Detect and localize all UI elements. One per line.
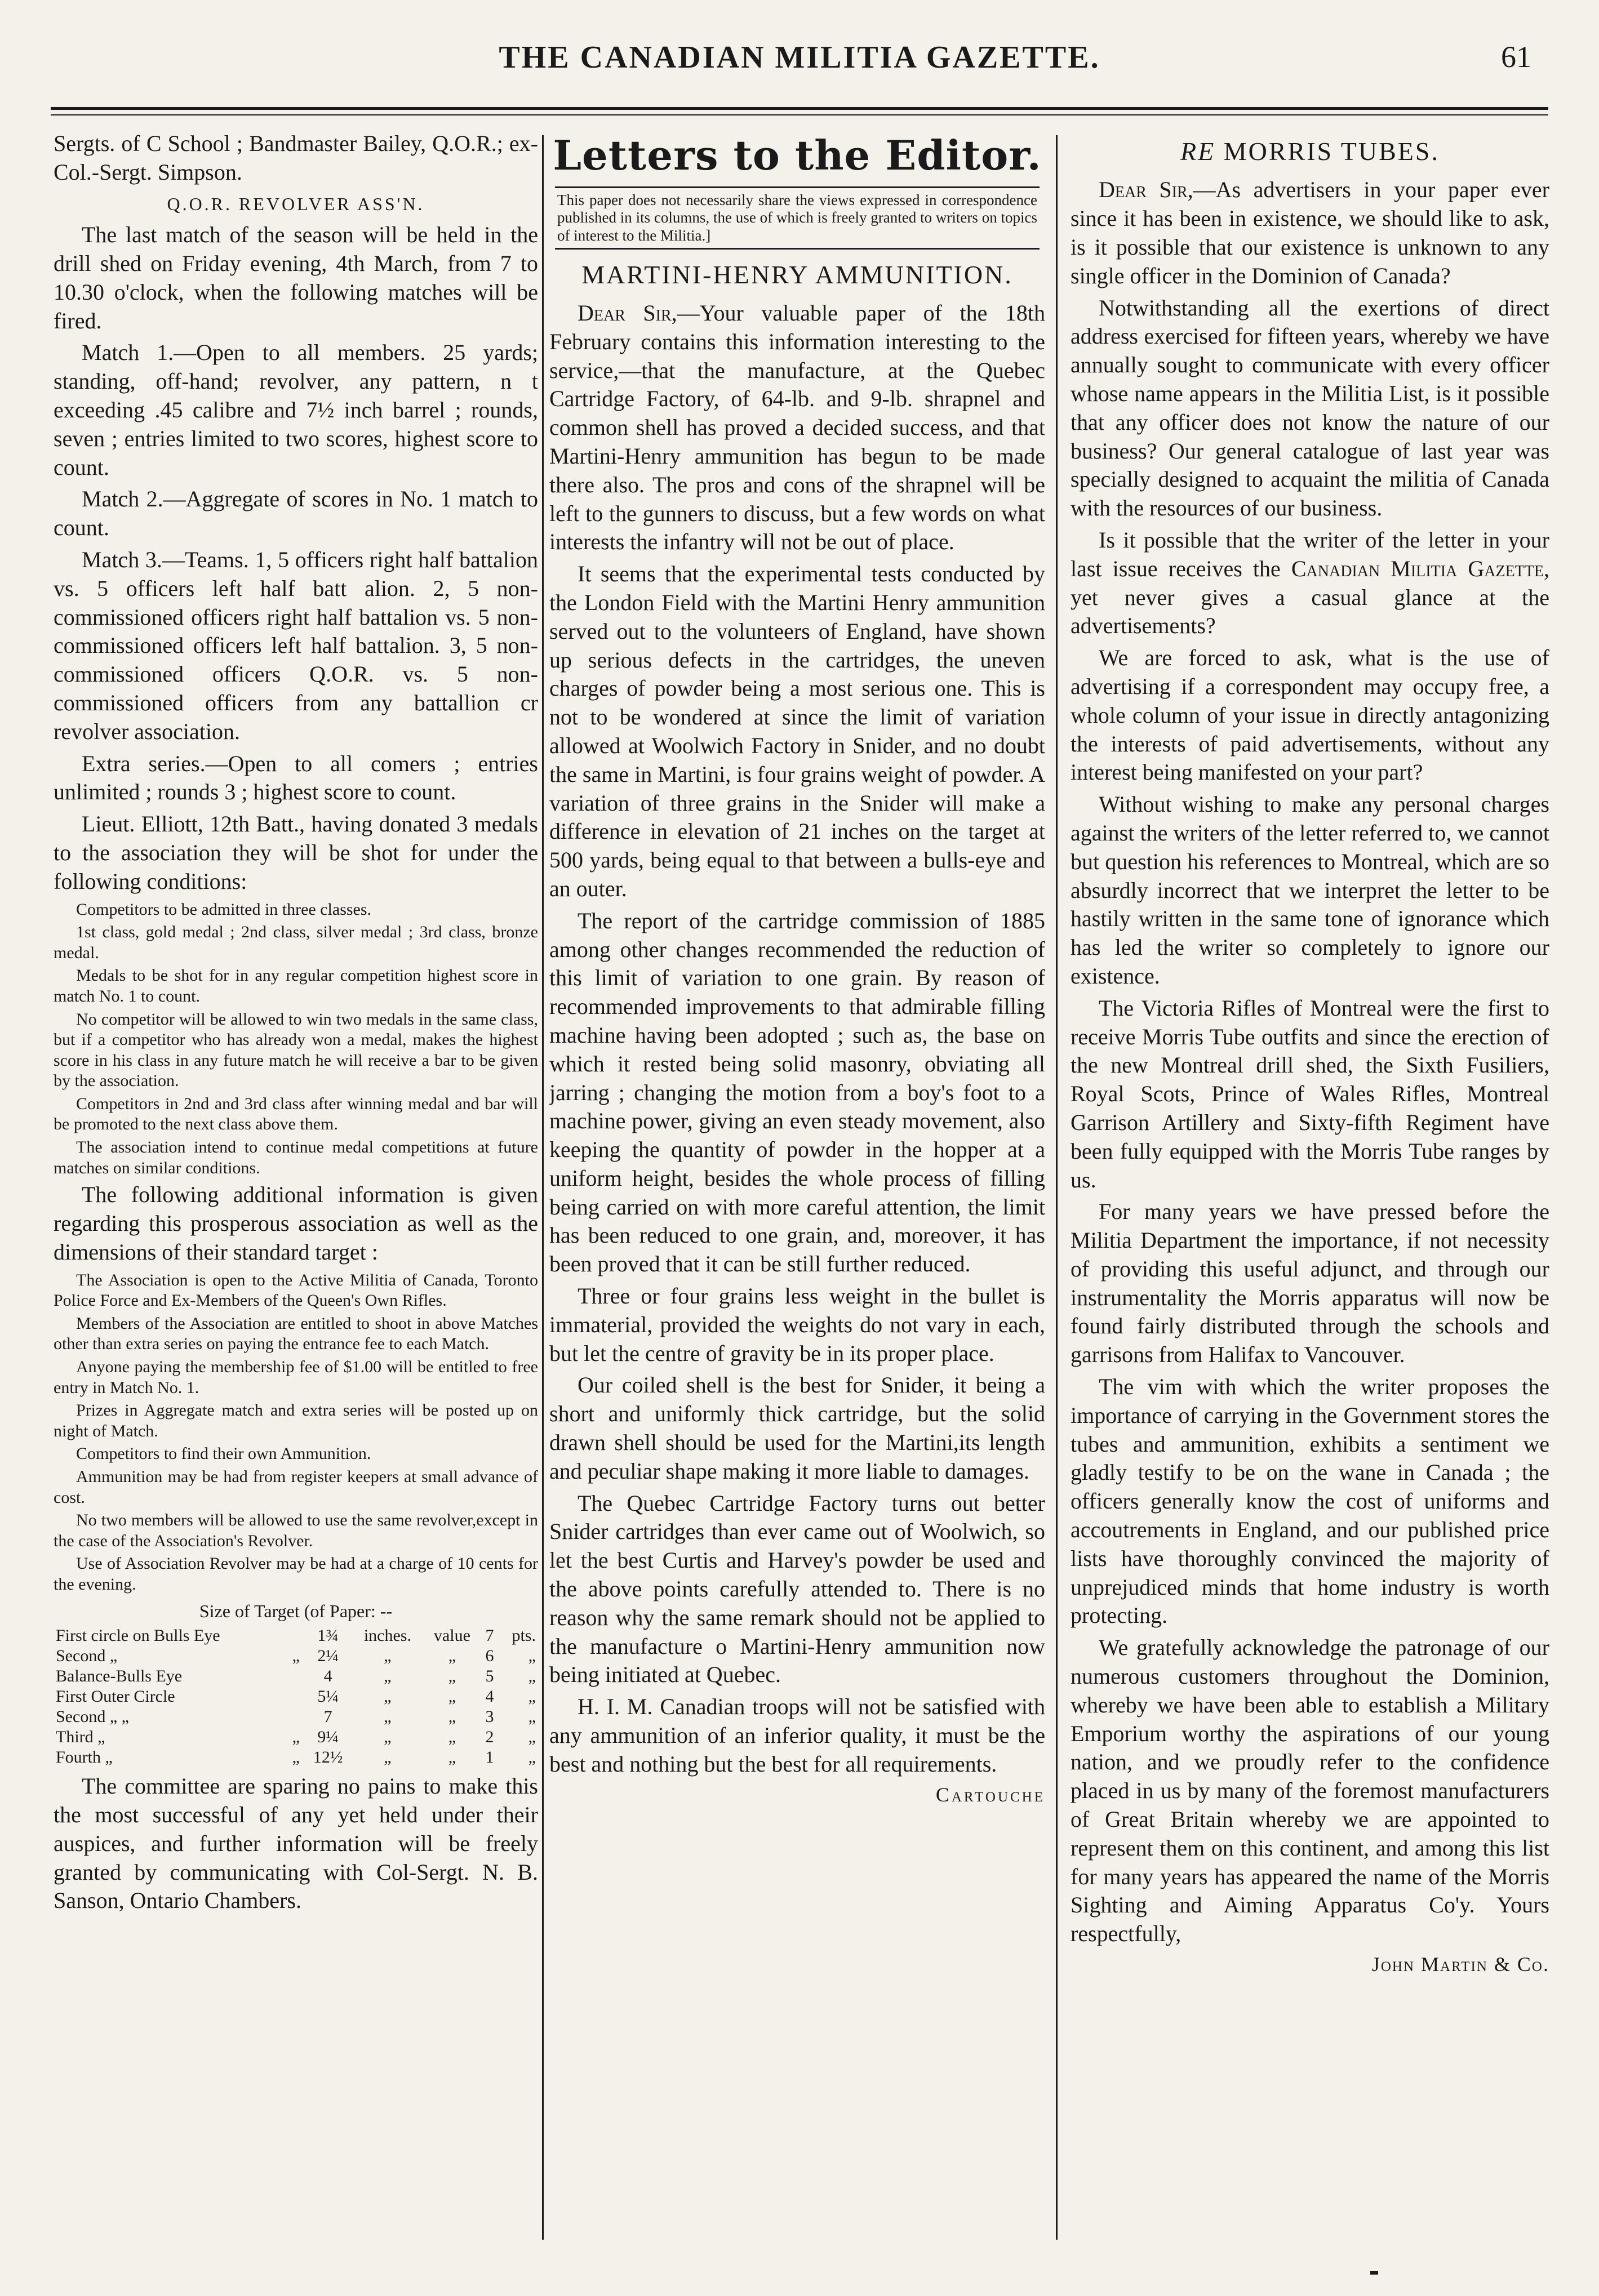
paragraph: The vim with which the writer proposes the importance of carrying in the Government stores the tubes and ammunition, exhibits a sentiment we gladly testify to be on the wane in Canada ; the officers generally know the cost of uniforms and accoutrements in England, and our published price lists have thoroughly convinced the majority of unprejudiced minds that home industry is worth protecting.: [1071, 1374, 1549, 1628]
target-row: [54, 1666, 538, 1687]
page-number: 61: [1501, 40, 1531, 74]
target-unit: „: [384, 1687, 392, 1706]
paragraph: The report of the cartridge commission of 1885 among other changes recommended the reduction of this limit of variation to one grain. By reason of recommended improvements to that admirable filling machine having been adopted ; such as, the base on which it rested being solid masonry, obviating all jarring ; changing the motion from a boy's foot to a machine power, giving an even steady movement, also keeping the quantity of powder in the hopper at a uniform height, besides the whole process of filling being carried on with more careful attention, the limit has been reduced to one grain, and, moreover, it has been proved that it can be still further reduced.: [549, 907, 1045, 1277]
paragraph: —As advertisers in your paper ever since it has been in existence, we should like to ask, is it possible that our existence is unknown to any single officer in the Dominion of Canada?: [1071, 177, 1549, 288]
condition-line: 1st class, gold medal ; 2nd class, silver medal ; 3rd class, bronze medal.: [54, 923, 538, 962]
target-size: 7: [323, 1707, 332, 1727]
paragraph: It seems that the experimental tests conducted by the London Field with the Martini Henry ammunition served out to the volunteers of England, have shown up serious defects in the cartridges, the uneven charges of powder being a most serious one. This is not to be wondered at since the limit of variation allowed at Woolwich Factory in Snider, and no doubt the same in Martini, is four grains weight of powder. A variation of three grains in the Snider will make a difference in elevation of 21 inches on the target at 500 yards, being equal to that between a bulls-eye and an outer.: [549, 561, 1045, 901]
paragraph: —Your valuable paper of the 18th February contains this information interesting to the service,—that the manufacture, at the Quebec Cartridge Factory, of 64-lb. and 9-lb. shrapnel and common shell has proved a decided success, and that Martini-Henry ammunition has begun to be made there also. The pros and cons of the shrapnel will be left to the gunners to discuss, but a few words on what interests the infantry will not be out of place.: [549, 300, 1045, 555]
rule-line: No two members will be allowed to use the same revolver,except in the case of the Association's Revolver.: [54, 1511, 538, 1550]
publication-name: Canadian Militia Gazette: [1291, 555, 1544, 581]
target-ditto: „: [292, 1647, 300, 1666]
heading-rest: MORRIS TUBES.: [1215, 137, 1440, 166]
target-value-label: „: [448, 1748, 456, 1767]
paragraph: Lieut. Elliott, 12th Batt., having donated 3 medals to the association they will be shot for under the following conditions:: [54, 811, 538, 894]
target-circle-name: Second „ „: [56, 1707, 129, 1727]
target-unit: inches.: [363, 1626, 411, 1645]
medal-conditions: [54, 900, 538, 1179]
target-value-label: „: [448, 1667, 456, 1686]
salutation: Dear Sir,: [1099, 177, 1193, 203]
rule-line: Members of the Association are entitled to shoot in above Matches other than extra series on paying the entrance fee to each Match.: [54, 1314, 538, 1354]
target-points: 3: [485, 1707, 494, 1727]
target-unit: „: [384, 1707, 392, 1727]
heading-prefix: RE: [1180, 137, 1216, 166]
signature-cartouche: Cartouche: [935, 1783, 1045, 1806]
target-points: 2: [485, 1728, 494, 1747]
condition-line: No competitor will be allowed to win two medals in the same class, but if a competitor who has already won a medal, makes the highest score in his class in any future match he will receive a bar to be given by the association.: [54, 1009, 538, 1091]
condition-line: Medals to be shot for in any regular competition highest score in match No. 1 to count.: [54, 966, 538, 1005]
paragraph: The Victoria Rifles of Montreal were the first to receive Morris Tube outfits and since the erection of the new Montreal drill shed, the Sixth Fusiliers, Royal Scots, Prince of Wales Rifles, Montreal Garrison Artillery and Sixty-fifth Regiment have been fully equipped with the Morris Tube ranges by us.: [1071, 995, 1549, 1193]
target-row: [54, 1646, 538, 1666]
paragraph: For many years we have pressed before the Militia Department the importance, if not necessity of providing this useful adjunct, and through our instrumentality the Morris apparatus will now be found fairly distributed through the schools and garrisons from Halifax to Vancouver.: [1071, 1199, 1549, 1368]
target-size: 12½: [313, 1748, 343, 1767]
target-size: 1¾: [317, 1626, 339, 1645]
paragraph: Notwithstanding all the exertions of direct address exercised for fifteen years, whereby we have annually sought to communicate with every officer whose name appears in the Militia List, is it possible that any officer does not know the nature of our business? Our general catalogue of last year was specially designed to acquaint the militia of Canada with the resources of our business.: [1071, 295, 1549, 521]
target-ditto: „: [292, 1748, 300, 1767]
paragraph: The following additional information is given regarding this prosperous association as well as the dimensions of their standard target :: [54, 1182, 538, 1265]
header-rule-thin: [51, 114, 1548, 115]
target-ditto: [288, 1626, 305, 1646]
revolver-association-heading: Q.O.R. REVOLVER ASS'N.: [167, 193, 425, 214]
signature-john-martin: John Martin & Co.: [1371, 1953, 1549, 1976]
paragraph: The last match of the season will be held in the drill shed on Friday evening, 4th March, from 7 to 10.30 o'clock, when the following matches will be fired.: [54, 222, 538, 333]
rule-line: Ammunition may be had from register keepers at small advance of cost.: [54, 1467, 538, 1507]
target-row: [54, 1626, 538, 1646]
salutation: Dear Sir,: [578, 300, 677, 326]
target-ditto: [288, 1707, 305, 1727]
condition-line: The association intend to continue medal competitions at future matches on similar conditions.: [54, 1138, 538, 1177]
column-left: [54, 130, 538, 2251]
target-size: 2¼: [317, 1647, 339, 1666]
target-ditto: [288, 1666, 305, 1687]
target-circle-name: Balance-Bulls Eye: [56, 1667, 183, 1686]
target-points-unit: „: [528, 1707, 536, 1727]
column-divider-2: [1056, 135, 1058, 2240]
intro-paragraph: Sergts. of C School ; Bandmaster Bailey, Q.O.R.; ex-Col.-Sergt. Simpson.: [54, 131, 538, 185]
target-ditto: [288, 1687, 305, 1707]
paragraph-part: Is it possible that the writer of the letter in your last issue receives the: [1071, 527, 1549, 581]
target-circle-name: Second „: [56, 1647, 118, 1666]
paragraph: We gratefully acknowledge the patronage of our numerous customers throughout the Dominion, whereby we have been able to establish a Military Emporium worthy the aspirations of our young nation, and we proudly refer to the confidence placed in us by many of the foremost manufacturers of Great Britain whereby we are appointed to represent them on this continent, and among this list for many years has appeared the name of the Morris Sighting and Aiming Apparatus Co'y. Yours respectfully,: [1071, 1635, 1549, 1947]
target-ditto: „: [292, 1728, 300, 1747]
target-points: 7: [485, 1626, 494, 1645]
target-table: [54, 1626, 538, 1768]
column-right: [1071, 130, 1549, 2251]
editorial-disclaimer: This paper does not necessarily share the views expressed in correspondence published in its columns, the use of which is freely granted to writers on topics of interest to the Militia.]: [555, 186, 1040, 249]
target-points: 1: [485, 1748, 494, 1767]
condition-line: Competitors in 2nd and 3rd class after winning medal and bar will be promoted to the next class above them.: [54, 1094, 538, 1134]
target-value-label: value: [433, 1626, 470, 1645]
paragraph: Match 2.—Aggregate of scores in No. 1 match to count.: [54, 486, 538, 541]
paragraph: Our coiled shell is the best for Snider, it being a short and uniformly thick cartridge, but the solid drawn shell should be used for the Martini,its length and peculiar shape making it more liable to damages.: [549, 1372, 1045, 1484]
target-points-unit: pts.: [512, 1626, 536, 1645]
target-value-label: „: [448, 1687, 456, 1706]
paragraph: The committee are sparing no pains to make this the most successful of any yet held under their auspices, and further information will be freely granted by communicating with Col-Sergt. N. B. Sanson, Ontario Chambers.: [54, 1773, 538, 1914]
target-value-label: „: [448, 1647, 456, 1666]
rule-line: Prizes in Aggregate match and extra series will be posted up on night of Match.: [54, 1401, 538, 1440]
print-speck: [1370, 2271, 1378, 2275]
target-caption: Size of Target (of Paper: --: [199, 1600, 393, 1621]
target-points-unit: „: [528, 1728, 536, 1747]
paragraph-part: , yet never gives a casual glance at the advertisements?: [1071, 555, 1549, 639]
morris-tubes-heading: [1071, 135, 1549, 168]
target-size: 4: [323, 1667, 332, 1686]
rule-line: Use of Association Revolver may be had at a charge of 10 cents for the evening.: [54, 1554, 538, 1594]
target-unit: „: [384, 1748, 392, 1767]
paragraph: Extra series.—Open to all comers ; entries unlimited ; rounds 3 ; highest score to count.: [54, 750, 538, 805]
target-points: 6: [485, 1647, 494, 1666]
target-row: [54, 1747, 538, 1768]
paragraph: Match 3.—Teams. 1, 5 officers right half battalion vs. 5 officers left half batt alion. 2, 5 non-commissioned officers right half battalion vs. 5 non-commissioned officers left half battalion. 3, 5 non-commissioned officers Q.O.R. vs. 5 non-commissioned officers from any battallion cr revolver association.: [54, 546, 538, 744]
target-unit: „: [384, 1667, 392, 1686]
paragraph: We are forced to ask, what is the use of advertising if a correspondent may occupy free, a whole column of your issue in directly antagonizing the interests of paid advertisements, without any interest being manifested on your part?: [1071, 645, 1549, 785]
paragraph: Match 1.—Open to all members. 25 yards; standing, off-hand; revolver, any pattern, n t exceeding .45 calibre and 7½ inch barrel ; rounds, seven ; entries limited to two scores, highest score to count.: [54, 340, 538, 480]
target-points: 5: [485, 1667, 494, 1686]
target-row: [54, 1727, 538, 1747]
target-points-unit: „: [528, 1748, 536, 1767]
paragraph: Three or four grains less weight in the bullet is immaterial, provided the weights do not vary in each, but let the centre of gravity be in its proper place.: [549, 1283, 1045, 1366]
paragraph: Without wishing to make any personal charges against the writers of the letter referred to, we cannot but question his references to Montreal, which are so absurdly incorrect that we interpret the letter to be hastily written in the same tone of ignorance which has led the writer so completely to ignore our existence.: [1071, 791, 1549, 989]
paragraph: H. I. M. Canadian troops will not be satisfied with any ammunition of an inferior quality, it must be the best and nothing but the best for all requirements.: [549, 1694, 1045, 1777]
paragraph: The Quebec Cartridge Factory turns out better Snider cartridges than ever came out of Woolwich, so let the best Curtis and Harvey's powder be used and the above points carefully attended to. There is no reason why the same remark should not be applied to the manufacture o Martini-Henry ammunition now being initiated at Quebec.: [549, 1490, 1045, 1688]
target-row: [54, 1687, 538, 1707]
target-unit: „: [384, 1647, 392, 1666]
target-points-unit: „: [528, 1687, 536, 1706]
rule-line: Competitors to find their own Ammunition.: [76, 1444, 371, 1463]
target-points-unit: „: [528, 1647, 536, 1666]
target-circle-name: Fourth „: [56, 1748, 113, 1767]
column-middle: [549, 130, 1045, 2251]
column-divider-1: [542, 135, 544, 2240]
target-size: 5¼: [317, 1687, 339, 1706]
letters-banner: Letters to the Editor.: [553, 131, 1042, 179]
condition-line: Competitors to be admitted in three classes.: [76, 900, 372, 919]
newspaper-title: THE CANADIAN MILITIA GAZETTE.: [499, 40, 1100, 75]
martini-henry-heading: MARTINI-HENRY AMMUNITION.: [581, 260, 1013, 289]
target-points: 4: [485, 1687, 494, 1706]
target-unit: „: [384, 1728, 392, 1747]
target-circle-name: Third „: [56, 1728, 105, 1747]
rule-line: The Association is open to the Active Militia of Canada, Toronto Police Force and Ex-Members of the Queen's Own Rifles.: [54, 1270, 538, 1310]
target-circle-name: First Outer Circle: [56, 1687, 175, 1706]
target-circle-name: First circle on Bulls Eye: [56, 1626, 220, 1645]
rule-line: Anyone paying the membership fee of $1.00 will be entitled to free entry in Match No. 1.: [54, 1358, 538, 1397]
header-rule-thick: [51, 107, 1548, 110]
target-points-unit: „: [528, 1667, 536, 1686]
target-row: [54, 1707, 538, 1727]
target-value-label: „: [448, 1728, 456, 1747]
target-value-label: „: [448, 1707, 456, 1727]
association-rules: [54, 1270, 538, 1595]
target-size: 9¼: [317, 1728, 339, 1747]
masthead: [51, 34, 1548, 101]
